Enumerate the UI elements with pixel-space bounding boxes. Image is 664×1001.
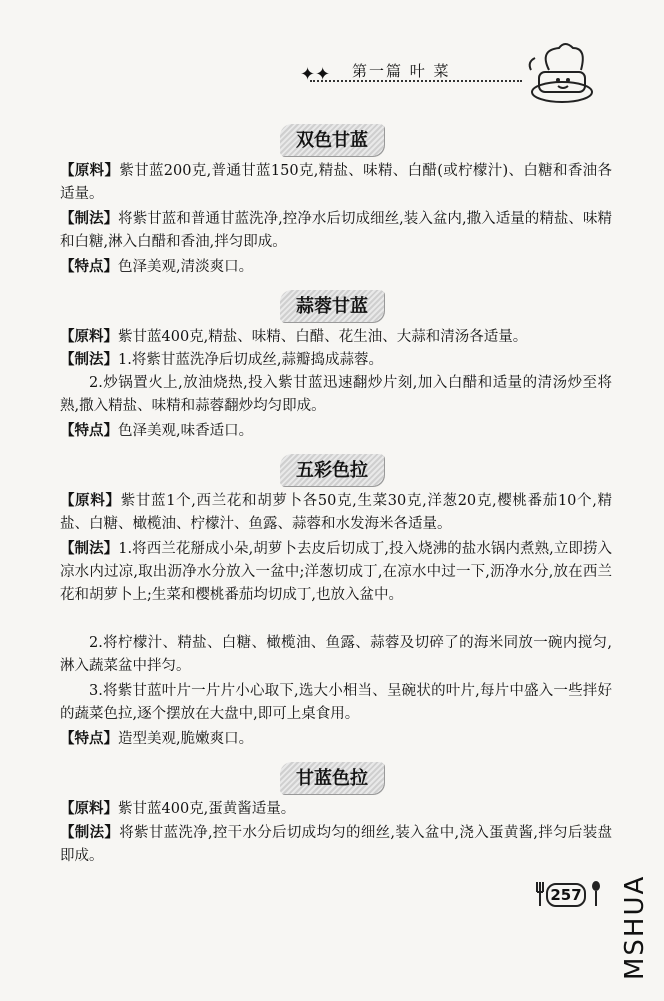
star-ornament-icon: ✦✦ [300, 64, 331, 85]
recipe-paragraph: 3.将紫甘蓝叶片一片片小心取下,选大小相当、呈碗状的叶片,每片中盛入一些拌好的蔬菜色拉,逐个摆放在大盘中,即可上桌食用。 [60, 683, 612, 722]
spoon-icon [590, 880, 602, 908]
recipe-paragraph: 【原料】紫甘蓝400克,蛋黄酱适量。 [60, 801, 296, 817]
chapter-title: 第一篇 叶 菜 [352, 62, 451, 80]
recipe-paragraph: 2.将柠檬汁、精盐、白糖、橄榄油、鱼露、蒜蓉及切碎了的海米同放一碗内搅匀,淋入蔬菜盆中拌匀。 [60, 635, 612, 674]
recipe-title: 甘蓝色拉 [280, 762, 384, 794]
recipe-paragraph: 【原料】紫甘蓝1个,西兰花和胡萝卜各50克,生菜30克,洋葱20克,樱桃番茄10个,精盐、白糖、橄榄油、柠檬汁、鱼露、蒜蓉和水发海米各适量。 [60, 493, 613, 532]
recipe-title: 蒜蓉甘蓝 [280, 290, 384, 322]
recipe-title: 双色甘蓝 [280, 124, 384, 156]
recipe-paragraph: 【特点】造型美观,脆嫩爽口。 [60, 731, 254, 747]
recipe-paragraph: 【制法】1.将紫甘蓝洗净后切成丝,蒜瓣捣成蒜蓉。 [60, 352, 383, 368]
header-divider [310, 80, 522, 82]
recipe-title: 五彩色拉 [280, 454, 384, 486]
recipe-paragraph: 【制法】将紫甘蓝和普通甘蓝洗净,控净水后切成细丝,装入盆内,撒入适量的精盐、味精和白糖,淋入白醋和香油,拌匀即成。 [60, 211, 612, 250]
recipe-paragraph: 2.炒锅置火上,放油烧热,投入紫甘蓝迅速翻炒片刻,加入白醋和适量的清汤炒至将熟,撒入精盐、味精和蒜蓉翻炒均匀即成。 [60, 375, 612, 414]
recipe-paragraph: 【制法】1.将西兰花掰成小朵,胡萝卜去皮后切成丁,投入烧沸的盐水锅内煮熟,立即捞入凉水内过凉,取出沥净水分放入一盆中;洋葱切成丁,在凉水中过一下,沥净水分,放在西兰花和胡萝卜上;生菜和樱桃番茄均切成丁,也放入盆中。 [60, 541, 612, 603]
watermark-text: MSHUA [620, 874, 650, 980]
recipe-paragraph: 【特点】色泽美观,清淡爽口。 [60, 259, 254, 275]
page-number: 257 [546, 883, 586, 907]
recipe-paragraph: 【原料】紫甘蓝200克,普通甘蓝150克,精盐、味精、白醋(或柠檬汁)、白糖和香油各适量。 [60, 163, 612, 202]
chef-pot-icon [525, 40, 600, 105]
recipe-paragraph: 【原料】紫甘蓝400克,精盐、味精、白醋、花生油、大蒜和清汤各适量。 [60, 329, 528, 345]
recipe-paragraph: 【特点】色泽美观,味香适口。 [60, 423, 254, 439]
recipe-paragraph: 【制法】将紫甘蓝洗净,控干水分后切成均匀的细丝,装入盆中,浇入蛋黄酱,拌匀后装盘即成。 [60, 825, 612, 864]
fork-icon [534, 880, 546, 908]
page-number-badge [534, 878, 614, 910]
page-header [0, 0, 664, 120]
